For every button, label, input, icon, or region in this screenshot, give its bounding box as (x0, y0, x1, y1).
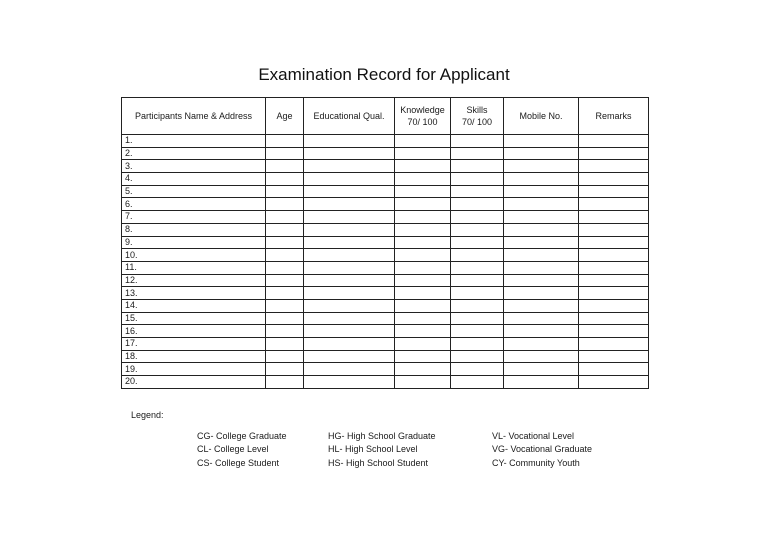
age-cell (266, 363, 304, 376)
table-row (122, 211, 649, 224)
legend-item-cy: CY- Community Youth (492, 457, 580, 468)
table-row (122, 223, 649, 236)
knowledge-score-cell (395, 350, 451, 363)
educational-qual-cell (304, 147, 395, 160)
mobile-no-cell (504, 350, 579, 363)
remarks-cell (579, 363, 649, 376)
table-row (122, 198, 649, 211)
table-row (122, 363, 649, 376)
legend-column-high-school (328, 430, 436, 470)
header-skills (451, 98, 504, 135)
table-row (122, 185, 649, 198)
skills-score-cell (451, 236, 504, 249)
table-row (122, 312, 649, 325)
participant-name-cell: 1. (122, 135, 266, 148)
examination-record-table (121, 97, 649, 389)
educational-qual-cell (304, 363, 395, 376)
skills-score-cell (451, 211, 504, 224)
remarks-cell (579, 376, 649, 389)
age-cell (266, 198, 304, 211)
participant-name-cell: 19. (122, 363, 266, 376)
header-knowledge-score: 70/ 100 (407, 117, 438, 127)
header-educational-qual: Educational Qual. (304, 98, 395, 135)
header-skills-label: Skills (466, 105, 488, 115)
participant-name-cell: 3. (122, 160, 266, 173)
skills-score-cell (451, 376, 504, 389)
educational-qual-cell (304, 211, 395, 224)
table-row (122, 274, 649, 287)
table-row (122, 299, 649, 312)
mobile-no-cell (504, 173, 579, 186)
header-remarks: Remarks (579, 98, 649, 135)
skills-score-cell (451, 173, 504, 186)
skills-score-cell (451, 274, 504, 287)
participant-name-cell: 5. (122, 185, 266, 198)
table-row (122, 261, 649, 274)
skills-score-cell (451, 261, 504, 274)
age-cell (266, 236, 304, 249)
age-cell (266, 274, 304, 287)
knowledge-score-cell (395, 223, 451, 236)
participant-name-cell: 8. (122, 223, 266, 236)
educational-qual-cell (304, 338, 395, 351)
age-cell (266, 350, 304, 363)
educational-qual-cell (304, 274, 395, 287)
skills-score-cell (451, 338, 504, 351)
legend-item-cl: CL- College Level (197, 444, 269, 455)
skills-score-cell (451, 147, 504, 160)
knowledge-score-cell (395, 236, 451, 249)
participant-name-cell: 9. (122, 236, 266, 249)
knowledge-score-cell (395, 198, 451, 211)
header-knowledge-label: Knowledge (400, 105, 445, 115)
age-cell (266, 261, 304, 274)
mobile-no-cell (504, 287, 579, 300)
age-cell (266, 160, 304, 173)
knowledge-score-cell (395, 211, 451, 224)
participant-name-cell: 13. (122, 287, 266, 300)
legend-item-cg: CG- College Graduate (197, 431, 287, 441)
age-cell (266, 135, 304, 148)
mobile-no-cell (504, 135, 579, 148)
legend-item-vg: VG- Vocational Graduate (492, 444, 593, 455)
participant-name-cell: 14. (122, 299, 266, 312)
skills-score-cell (451, 299, 504, 312)
table-row (122, 287, 649, 300)
age-cell (266, 287, 304, 300)
remarks-cell (579, 135, 649, 148)
page-title: Examination Record for Applicant (258, 65, 510, 84)
mobile-no-cell (504, 211, 579, 224)
mobile-no-cell (504, 274, 579, 287)
skills-score-cell (451, 160, 504, 173)
age-cell (266, 312, 304, 325)
educational-qual-cell (304, 236, 395, 249)
mobile-no-cell (504, 338, 579, 351)
educational-qual-cell (304, 287, 395, 300)
remarks-cell (579, 147, 649, 160)
remarks-cell (579, 249, 649, 262)
skills-score-cell (451, 198, 504, 211)
table-row (122, 147, 649, 160)
educational-qual-cell (304, 261, 395, 274)
remarks-cell (579, 261, 649, 274)
table-header-row (122, 98, 649, 135)
table-row (122, 376, 649, 389)
age-cell (266, 185, 304, 198)
header-knowledge (395, 98, 451, 135)
mobile-no-cell (504, 198, 579, 211)
educational-qual-cell (304, 325, 395, 338)
legend-item-hs: HS- High School Student (328, 457, 429, 468)
legend-item-vl: VL- Vocational Level (492, 431, 575, 441)
educational-qual-cell (304, 135, 395, 148)
participant-name-cell: 7. (122, 211, 266, 224)
knowledge-score-cell (395, 173, 451, 186)
remarks-cell (579, 236, 649, 249)
participant-name-cell: 20. (122, 376, 266, 389)
participant-name-cell: 6. (122, 198, 266, 211)
remarks-cell (579, 185, 649, 198)
legend-item-hg: HG- High School Graduate (328, 431, 436, 441)
table-body (122, 135, 649, 389)
mobile-no-cell (504, 185, 579, 198)
knowledge-score-cell (395, 147, 451, 160)
mobile-no-cell (504, 299, 579, 312)
knowledge-score-cell (395, 160, 451, 173)
educational-qual-cell (304, 299, 395, 312)
remarks-cell (579, 274, 649, 287)
skills-score-cell (451, 249, 504, 262)
knowledge-score-cell (395, 274, 451, 287)
table-row (122, 160, 649, 173)
age-cell (266, 211, 304, 224)
header-age: Age (266, 98, 304, 135)
educational-qual-cell (304, 223, 395, 236)
mobile-no-cell (504, 147, 579, 160)
legend-column-vocational (492, 430, 592, 470)
legend-item-cs: CS- College Student (197, 457, 280, 468)
remarks-cell (579, 160, 649, 173)
mobile-no-cell (504, 376, 579, 389)
remarks-cell (579, 350, 649, 363)
educational-qual-cell (304, 376, 395, 389)
header-mobile-no: Mobile No. (504, 98, 579, 135)
table-row (122, 350, 649, 363)
knowledge-score-cell (395, 249, 451, 262)
skills-score-cell (451, 185, 504, 198)
age-cell (266, 223, 304, 236)
remarks-cell (579, 299, 649, 312)
remarks-cell (579, 338, 649, 351)
table-row (122, 325, 649, 338)
remarks-cell (579, 211, 649, 224)
remarks-cell (579, 325, 649, 338)
knowledge-score-cell (395, 363, 451, 376)
age-cell (266, 249, 304, 262)
educational-qual-cell (304, 350, 395, 363)
legend-column-college (197, 430, 287, 470)
knowledge-score-cell (395, 376, 451, 389)
remarks-cell (579, 223, 649, 236)
educational-qual-cell (304, 173, 395, 186)
participant-name-cell: 15. (122, 312, 266, 325)
remarks-cell (579, 312, 649, 325)
table-row (122, 338, 649, 351)
skills-score-cell (451, 312, 504, 325)
participant-name-cell: 12. (122, 274, 266, 287)
knowledge-score-cell (395, 312, 451, 325)
educational-qual-cell (304, 160, 395, 173)
educational-qual-cell (304, 249, 395, 262)
table-row (122, 236, 649, 249)
remarks-cell (579, 287, 649, 300)
knowledge-score-cell (395, 299, 451, 312)
participant-name-cell: 11. (122, 261, 266, 274)
mobile-no-cell (504, 325, 579, 338)
educational-qual-cell (304, 185, 395, 198)
skills-score-cell (451, 325, 504, 338)
educational-qual-cell (304, 312, 395, 325)
skills-score-cell (451, 350, 504, 363)
table-row (122, 249, 649, 262)
skills-score-cell (451, 223, 504, 236)
table-row (122, 173, 649, 186)
participant-name-cell: 10. (122, 249, 266, 262)
knowledge-score-cell (395, 287, 451, 300)
remarks-cell (579, 173, 649, 186)
header-participants-name-address: Participants Name & Address (122, 98, 266, 135)
knowledge-score-cell (395, 338, 451, 351)
age-cell (266, 299, 304, 312)
age-cell (266, 147, 304, 160)
legend-item-hl: HL- High School Level (328, 444, 418, 455)
age-cell (266, 173, 304, 186)
skills-score-cell (451, 135, 504, 148)
participant-name-cell: 4. (122, 173, 266, 186)
knowledge-score-cell (395, 261, 451, 274)
mobile-no-cell (504, 363, 579, 376)
header-skills-score: 70/ 100 (461, 117, 493, 127)
skills-score-cell (451, 287, 504, 300)
mobile-no-cell (504, 223, 579, 236)
participant-name-cell: 2. (122, 147, 266, 160)
remarks-cell (579, 198, 649, 211)
age-cell (266, 338, 304, 351)
knowledge-score-cell (395, 185, 451, 198)
mobile-no-cell (504, 236, 579, 249)
table-row (122, 135, 649, 148)
mobile-no-cell (504, 160, 579, 173)
educational-qual-cell (304, 198, 395, 211)
participant-name-cell: 17. (122, 338, 266, 351)
mobile-no-cell (504, 312, 579, 325)
legend-title: Legend: (131, 410, 164, 420)
knowledge-score-cell (395, 135, 451, 148)
age-cell (266, 376, 304, 389)
mobile-no-cell (504, 261, 579, 274)
participant-name-cell: 18. (122, 350, 266, 363)
age-cell (266, 325, 304, 338)
knowledge-score-cell (395, 325, 451, 338)
participant-name-cell: 16. (122, 325, 266, 338)
mobile-no-cell (504, 249, 579, 262)
skills-score-cell (451, 363, 504, 376)
